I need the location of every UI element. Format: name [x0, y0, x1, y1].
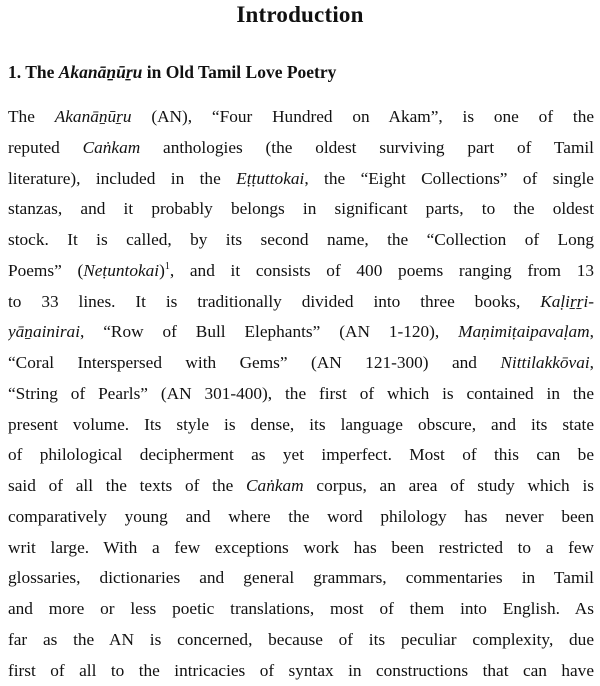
italic-term: yāṉainirai — [8, 322, 80, 341]
text-run: “String of Pearls” (AN 301-400), the first of which is contained in the — [8, 384, 594, 403]
page-title: Introduction — [0, 2, 600, 28]
italic-term: Akanāṉūṟu — [55, 107, 132, 126]
text-run: ) — [159, 261, 165, 280]
text-run: anthologies (the oldest surviving part of Tamil — [140, 138, 594, 157]
italic-term: Neṭuntokai — [83, 261, 159, 280]
text-line — [8, 533, 594, 564]
italic-term: Caṅkam — [246, 476, 304, 495]
text-run: glossaries, dictionaries and general grammars, commentaries in Tamil — [8, 568, 594, 587]
text-run: stanzas, and it probably belongs in significant parts, to the oldest — [8, 199, 594, 218]
text-line — [8, 317, 594, 348]
footnote-marker: 1 — [165, 261, 170, 272]
text-run: said of all the texts of the — [8, 476, 246, 495]
text-line — [8, 502, 594, 533]
italic-term: Maṇimiṭaipavaḷam — [458, 322, 590, 341]
italic-term: Nittilakkōvai — [500, 353, 589, 372]
section-heading — [8, 62, 336, 83]
italic-term: Kaḷiṟṟi- — [540, 292, 594, 311]
text-line — [8, 625, 594, 656]
text-line — [8, 656, 594, 686]
text-line — [8, 563, 594, 594]
text-line — [8, 133, 594, 164]
text-run: , and it consists of 400 poems ranging from 13 — [170, 261, 594, 280]
text-run: present volume. Its style is dense, its language obscure, and its state — [8, 415, 594, 434]
text-run: of philological decipherment as yet imperfect. Most of this can be — [8, 445, 594, 464]
text-line — [8, 225, 594, 256]
text-run: and more or less poetic translations, most of them into English. As — [8, 599, 594, 618]
text-run: writ large. With a few exceptions work has been restricted to a few — [8, 538, 594, 557]
text-run: , — [590, 322, 594, 341]
text-run: reputed — [8, 138, 83, 157]
text-run: comparatively young and where the word philology has never been — [8, 507, 594, 526]
section-number: 1. — [8, 62, 21, 82]
text-line — [8, 164, 594, 195]
text-line — [8, 348, 594, 379]
text-run: first of all to the intricacies of syntax in constructions that can have — [8, 661, 594, 680]
text-line — [8, 194, 594, 225]
section-title-post: in Old Tamil Love Poetry — [147, 62, 337, 82]
text-run: , — [590, 353, 594, 372]
section-title-italic: Akanāṉūṟu — [59, 62, 143, 82]
text-line — [8, 379, 594, 410]
text-run: literature), included in the — [8, 169, 236, 188]
body-paragraph — [8, 102, 594, 686]
text-line — [8, 440, 594, 471]
text-run: , “Row of Bull Elephants” (AN 1-120), — [80, 322, 458, 341]
text-line — [8, 410, 594, 441]
section-title-pre: The — [25, 62, 54, 82]
text-line — [8, 471, 594, 502]
text-run: (AN), “Four Hundred on Akam”, is one of the — [132, 107, 595, 126]
text-run: stock. It is called, by its second name, the “Collection of Long — [8, 230, 594, 249]
text-run: Poems” ( — [8, 261, 83, 280]
text-run: corpus, an area of study which is — [304, 476, 594, 495]
italic-term: Eṭṭuttokai — [236, 169, 304, 188]
text-run: , the “Eight Collections” of single — [304, 169, 594, 188]
text-run: “Coral Interspersed with Gems” (AN 121-300) and — [8, 353, 500, 372]
text-line — [8, 287, 594, 318]
text-run: far as the AN is concerned, because of its peculiar complexity, due — [8, 630, 594, 649]
text-line — [8, 256, 594, 287]
text-run: The — [8, 107, 55, 126]
text-line — [8, 594, 594, 625]
italic-term: Caṅkam — [83, 138, 141, 157]
text-run: to 33 lines. It is traditionally divided into three books, — [8, 292, 540, 311]
text-line — [8, 102, 594, 133]
